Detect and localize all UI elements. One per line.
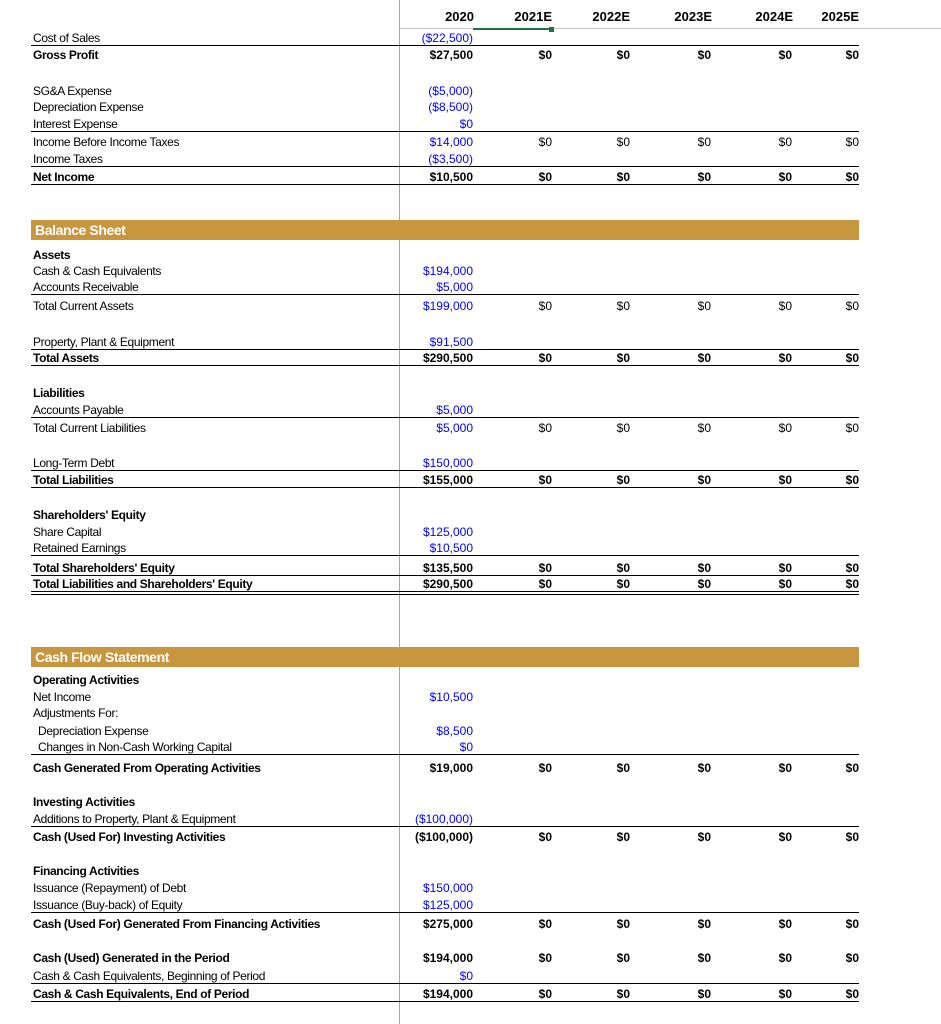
income-row bbox=[0, 47, 941, 63]
cell-2021e[interactable]: $0 bbox=[538, 917, 552, 931]
cell-2022e[interactable]: $0 bbox=[616, 299, 630, 313]
balance-row bbox=[0, 402, 941, 418]
cell-2021e[interactable]: $0 bbox=[538, 951, 552, 965]
cell-2020[interactable]: $5,000 bbox=[436, 403, 473, 417]
balance-row bbox=[0, 420, 941, 436]
cell-2020[interactable]: $155,000 bbox=[422, 473, 473, 487]
cell-2020[interactable]: ($100,000) bbox=[414, 812, 473, 826]
row-label[interactable]: Total Current Assets bbox=[33, 299, 134, 313]
row-label[interactable]: Net Income bbox=[33, 170, 95, 184]
cell-2023e[interactable]: $0 bbox=[697, 48, 711, 62]
cell-2022e[interactable]: $0 bbox=[616, 987, 630, 1001]
cell-2020[interactable]: $194,000 bbox=[422, 264, 473, 278]
cell-2021e[interactable]: $0 bbox=[538, 577, 552, 591]
cell-2020[interactable]: $125,000 bbox=[422, 898, 473, 912]
row-label[interactable]: Property, Plant & Equipment bbox=[33, 335, 175, 349]
cell-border-double bbox=[31, 594, 859, 595]
balance-row bbox=[0, 385, 941, 401]
column-header-2022e[interactable]: 2022E bbox=[592, 9, 630, 24]
row-label[interactable]: Cash & Cash Equivalents bbox=[33, 264, 162, 278]
cell-2023e[interactable]: $0 bbox=[697, 135, 711, 149]
cell-2020[interactable]: $275,000 bbox=[422, 917, 473, 931]
cashflow-row bbox=[0, 968, 941, 984]
cell-2024e[interactable]: $0 bbox=[778, 987, 792, 1001]
cell-2025e[interactable]: $0 bbox=[845, 351, 859, 365]
row-label[interactable]: Total Assets bbox=[33, 351, 99, 365]
cell-2023e[interactable]: $0 bbox=[697, 421, 711, 435]
cell-border bbox=[31, 487, 859, 488]
row-label[interactable]: Changes in Non-Cash Working Capital bbox=[38, 740, 232, 754]
cell-2020[interactable]: $125,000 bbox=[422, 525, 473, 539]
balance-row bbox=[0, 507, 941, 523]
cell-2020[interactable]: $135,500 bbox=[422, 561, 473, 575]
cell-2025e[interactable]: $0 bbox=[845, 299, 859, 313]
cell-border bbox=[31, 591, 859, 592]
cell-border bbox=[31, 365, 859, 366]
cell-2024e[interactable]: $0 bbox=[778, 48, 792, 62]
cell-2022e[interactable]: $0 bbox=[616, 351, 630, 365]
row-label[interactable]: Cost of Sales bbox=[33, 31, 100, 45]
cell-border bbox=[31, 1001, 859, 1002]
cell-border bbox=[31, 555, 859, 556]
cashflow-row bbox=[0, 760, 941, 776]
cell-2020[interactable]: $8,500 bbox=[436, 724, 473, 738]
cell-2020[interactable]: ($100,000) bbox=[414, 830, 473, 844]
cashflow-row bbox=[0, 723, 941, 739]
cell-2025e[interactable]: $0 bbox=[845, 917, 859, 931]
cell-2023e[interactable]: $0 bbox=[697, 561, 711, 575]
balance-row bbox=[0, 560, 941, 576]
row-label[interactable]: Shareholders' Equity bbox=[33, 508, 146, 522]
income-row bbox=[0, 83, 941, 99]
cell-border bbox=[31, 826, 859, 827]
balance-row bbox=[0, 263, 941, 279]
income-row bbox=[0, 116, 941, 132]
column-header-2021e[interactable]: 2021E bbox=[514, 9, 552, 24]
cashflow-row bbox=[0, 672, 941, 688]
cell-2025e[interactable]: $0 bbox=[845, 577, 859, 591]
income-row bbox=[0, 134, 941, 150]
cell-border bbox=[31, 470, 859, 471]
cell-2021e[interactable]: $0 bbox=[538, 48, 552, 62]
cell-2023e[interactable]: $0 bbox=[697, 170, 711, 184]
cell-2020[interactable]: $150,000 bbox=[422, 456, 473, 470]
cell-2024e[interactable]: $0 bbox=[778, 170, 792, 184]
cell-2025e[interactable]: $0 bbox=[845, 421, 859, 435]
cell-2023e[interactable]: $0 bbox=[697, 351, 711, 365]
cashflow-row bbox=[0, 950, 941, 966]
cell-2020[interactable]: ($8,500) bbox=[428, 100, 473, 114]
cell-2020[interactable]: $5,000 bbox=[436, 280, 473, 294]
row-label[interactable]: Gross Profit bbox=[33, 48, 99, 62]
cell-2023e[interactable]: $0 bbox=[697, 987, 711, 1001]
cashflow-row bbox=[0, 897, 941, 913]
balance-row bbox=[0, 455, 941, 471]
cell-2022e[interactable]: $0 bbox=[616, 951, 630, 965]
cell-2025e[interactable]: $0 bbox=[845, 473, 859, 487]
balance-sheet-header-band bbox=[31, 220, 859, 240]
column-header-2023e[interactable]: 2023E bbox=[674, 9, 712, 24]
cell-2023e[interactable]: $0 bbox=[697, 951, 711, 965]
balance-row bbox=[0, 472, 941, 488]
cell-2024e[interactable]: $0 bbox=[778, 761, 792, 775]
cell-2021e[interactable]: $0 bbox=[538, 135, 552, 149]
row-label[interactable]: Issuance (Repayment) of Debt bbox=[33, 881, 186, 895]
cell-border bbox=[31, 417, 859, 418]
column-header-2024e[interactable]: 2024E bbox=[755, 9, 793, 24]
cell-border bbox=[31, 912, 859, 913]
row-label[interactable]: Income Before Income Taxes bbox=[33, 135, 180, 149]
cell-border bbox=[31, 166, 859, 167]
cashflow-row bbox=[0, 794, 941, 810]
cell-2024e[interactable]: $0 bbox=[778, 561, 792, 575]
cell-2022e[interactable]: $0 bbox=[616, 135, 630, 149]
cell-2024e[interactable]: $0 bbox=[778, 917, 792, 931]
cell-2020[interactable]: $290,500 bbox=[422, 577, 473, 591]
cell-2023e[interactable]: $0 bbox=[697, 761, 711, 775]
cell-border bbox=[31, 184, 859, 185]
row-label[interactable]: Accounts Payable bbox=[33, 403, 124, 417]
balance-row bbox=[0, 298, 941, 314]
balance-row bbox=[0, 524, 941, 540]
cell-2023e[interactable]: $0 bbox=[697, 830, 711, 844]
cell-2023e[interactable]: $0 bbox=[697, 917, 711, 931]
income-row bbox=[0, 169, 941, 185]
cash-flow-header-band bbox=[31, 647, 859, 667]
balance-row bbox=[0, 247, 941, 263]
cell-2025e[interactable]: $0 bbox=[845, 135, 859, 149]
row-label[interactable]: Net Income bbox=[33, 690, 91, 704]
cell-2020[interactable]: $5,000 bbox=[436, 421, 473, 435]
cashflow-row bbox=[0, 739, 941, 755]
cell-2022e[interactable]: $0 bbox=[616, 170, 630, 184]
cell-2023e[interactable]: $0 bbox=[697, 299, 711, 313]
row-label[interactable]: Investing Activities bbox=[33, 795, 135, 809]
cell-2025e[interactable]: $0 bbox=[845, 170, 859, 184]
column-header-2025e[interactable]: 2025E bbox=[821, 9, 859, 24]
row-label[interactable]: Financing Activities bbox=[33, 864, 139, 878]
cell-2021e[interactable]: $0 bbox=[538, 351, 552, 365]
balance-row bbox=[0, 334, 941, 350]
row-label[interactable]: Adjustments For: bbox=[33, 706, 119, 720]
cell-border bbox=[31, 131, 859, 132]
cell-2022e[interactable]: $0 bbox=[616, 830, 630, 844]
cell-2022e[interactable]: $0 bbox=[616, 48, 630, 62]
row-label[interactable]: Liabilities bbox=[33, 386, 85, 400]
cell-2025e[interactable]: $0 bbox=[845, 951, 859, 965]
row-label[interactable]: Income Taxes bbox=[33, 152, 103, 166]
row-label[interactable]: Cash & Cash Equivalents, End of Period bbox=[33, 987, 250, 1001]
row-label[interactable]: Retained Earnings bbox=[33, 541, 126, 555]
row-label[interactable]: Cash (Used) Generated in the Period bbox=[33, 951, 230, 965]
cell-2025e[interactable]: $0 bbox=[845, 830, 859, 844]
row-label[interactable]: Accounts Receivable bbox=[33, 280, 139, 294]
income-row bbox=[0, 151, 941, 167]
cell-2025e[interactable]: $0 bbox=[845, 987, 859, 1001]
income-row bbox=[0, 99, 941, 115]
cell-2024e[interactable]: $0 bbox=[778, 351, 792, 365]
balance-row bbox=[0, 350, 941, 366]
cell-border bbox=[31, 45, 859, 46]
cashflow-row bbox=[0, 829, 941, 845]
cell-2024e[interactable]: $0 bbox=[778, 299, 792, 313]
cell-2020[interactable]: $199,000 bbox=[422, 299, 473, 313]
cell-2020[interactable]: $150,000 bbox=[422, 881, 473, 895]
row-label[interactable]: Cash (Used For) Generated From Financing Activities bbox=[33, 917, 321, 931]
row-label[interactable]: Operating Activities bbox=[33, 673, 139, 687]
column-header-2020[interactable]: 2020 bbox=[445, 9, 474, 24]
cell-2021e[interactable]: $0 bbox=[538, 987, 552, 1001]
row-label[interactable]: Depreciation Expense bbox=[38, 724, 149, 738]
cell-2020[interactable]: $0 bbox=[459, 117, 473, 131]
cell-2021e[interactable]: $0 bbox=[538, 761, 552, 775]
balance-row bbox=[0, 279, 941, 295]
cell-2021e[interactable]: $0 bbox=[538, 561, 552, 575]
cell-2024e[interactable]: $0 bbox=[778, 421, 792, 435]
cashflow-row bbox=[0, 863, 941, 879]
row-label[interactable]: Total Shareholders' Equity bbox=[33, 561, 175, 575]
row-label[interactable]: Cash & Cash Equivalents, Beginning of Period bbox=[33, 969, 266, 983]
cell-2020[interactable]: $194,000 bbox=[422, 951, 473, 965]
cell-2023e[interactable]: $0 bbox=[697, 577, 711, 591]
cell-2020[interactable]: $0 bbox=[459, 740, 473, 754]
cell-2024e[interactable]: $0 bbox=[778, 577, 792, 591]
cell-2020[interactable]: $10,500 bbox=[429, 170, 473, 184]
cell-border bbox=[31, 754, 859, 755]
income-row bbox=[0, 30, 941, 46]
cell-2020[interactable]: ($3,500) bbox=[428, 152, 473, 166]
cell-2020[interactable]: $10,500 bbox=[429, 541, 473, 555]
row-label[interactable]: SG&A Expense bbox=[33, 84, 112, 98]
cell-2020[interactable]: $194,000 bbox=[422, 987, 473, 1001]
cashflow-row bbox=[0, 986, 941, 1002]
balance-row bbox=[0, 540, 941, 556]
cell-2022e[interactable]: $0 bbox=[616, 761, 630, 775]
cell-2020[interactable]: $19,000 bbox=[429, 761, 473, 775]
cell-2021e[interactable]: $0 bbox=[538, 830, 552, 844]
cell-2024e[interactable]: $0 bbox=[778, 135, 792, 149]
row-label[interactable]: Total Current Liabilities bbox=[33, 421, 146, 435]
row-label[interactable]: Depreciation Expense bbox=[33, 100, 144, 114]
row-label[interactable]: Cash Generated From Operating Activities bbox=[33, 761, 261, 775]
cell-2020[interactable]: $91,500 bbox=[429, 335, 473, 349]
cell-2024e[interactable]: $0 bbox=[778, 830, 792, 844]
row-label[interactable]: Share Capital bbox=[33, 525, 102, 539]
row-label[interactable]: Total Liabilities and Shareholders' Equity bbox=[33, 577, 253, 591]
cell-2021e[interactable]: $0 bbox=[538, 299, 552, 313]
cell-2021e[interactable]: $0 bbox=[538, 473, 552, 487]
cash-flow-title: Cash Flow Statement bbox=[35, 649, 169, 665]
cell-2024e[interactable]: $0 bbox=[778, 473, 792, 487]
cell-2025e[interactable]: $0 bbox=[845, 561, 859, 575]
cashflow-row bbox=[0, 811, 941, 827]
cell-2025e[interactable]: $0 bbox=[845, 48, 859, 62]
cell-2022e[interactable]: $0 bbox=[616, 561, 630, 575]
row-label[interactable]: Cash (Used For) Investing Activities bbox=[33, 830, 226, 844]
cashflow-row bbox=[0, 705, 941, 721]
row-label[interactable]: Issuance (Buy-back) of Equity bbox=[33, 898, 183, 912]
cell-border bbox=[31, 294, 859, 295]
row-label[interactable]: Long-Term Debt bbox=[33, 456, 115, 470]
cell-border bbox=[31, 983, 859, 984]
cell-2020[interactable]: $10,500 bbox=[429, 690, 473, 704]
cell-2023e[interactable]: $0 bbox=[697, 473, 711, 487]
cell-2020[interactable]: $0 bbox=[459, 969, 473, 983]
cell-2025e[interactable]: $0 bbox=[845, 761, 859, 775]
cell-2022e[interactable]: $0 bbox=[616, 421, 630, 435]
cashflow-row bbox=[0, 689, 941, 705]
balance-row bbox=[0, 576, 941, 592]
row-label[interactable]: Assets bbox=[33, 248, 71, 262]
cell-2022e[interactable]: $0 bbox=[616, 577, 630, 591]
cell-2020[interactable]: ($22,500) bbox=[421, 31, 473, 45]
cell-2022e[interactable]: $0 bbox=[616, 473, 630, 487]
cashflow-row bbox=[0, 916, 941, 932]
cell-2021e[interactable]: $0 bbox=[538, 421, 552, 435]
cell-2020[interactable]: $290,500 bbox=[422, 351, 473, 365]
row-label[interactable]: Additions to Property, Plant & Equipment bbox=[33, 812, 236, 826]
cell-2020[interactable]: ($5,000) bbox=[428, 84, 473, 98]
cell-2024e[interactable]: $0 bbox=[778, 951, 792, 965]
cell-2020[interactable]: $27,500 bbox=[429, 48, 473, 62]
cell-2021e[interactable]: $0 bbox=[538, 170, 552, 184]
row-label[interactable]: Interest Expense bbox=[33, 117, 118, 131]
balance-sheet-title: Balance Sheet bbox=[35, 222, 126, 238]
row-label[interactable]: Total Liabilities bbox=[33, 473, 114, 487]
cell-2020[interactable]: $14,000 bbox=[429, 135, 473, 149]
cell-2022e[interactable]: $0 bbox=[616, 917, 630, 931]
cashflow-row bbox=[0, 880, 941, 896]
